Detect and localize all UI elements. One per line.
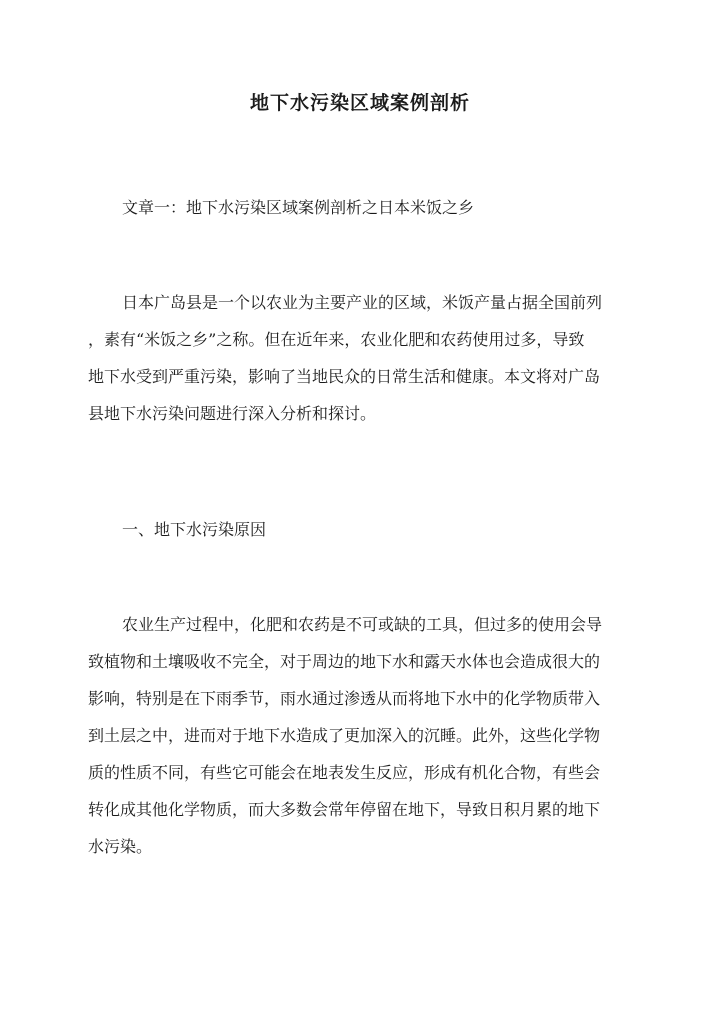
article-heading: 文章一：地下水污染区域案例剖析之日本米饭之乡 [122,198,475,217]
cause-line: 农业生产过程中，化肥和农药是不可或缺的工具，但过多的使用会导 [122,615,603,634]
intro-line: ，素有“米饭之乡”之称。但在近年来，农业化肥和农药使用过多，导致 [88,330,585,349]
cause-paragraph [88,606,633,865]
document-title: 地下水污染区域案例剖析 [249,92,470,114]
intro-line: 县地下水污染问题进行深入分析和探讨。 [88,404,377,423]
cause-line: 致植物和土壤吸收不完全，对于周边的地下水和露天水体也会造成很大的 [88,652,601,671]
cause-line: 转化成其他化学物质，而大多数会常年停留在地下，导致日积月累的地下 [88,800,601,819]
intro-paragraph [88,284,633,432]
cause-line: 影响，特别是在下雨季节，雨水通过渗透从而将地下水中的化学物质带入 [88,689,601,708]
cause-line: 水污染。 [88,837,153,856]
section-heading: 一、地下水污染原因 [122,520,267,539]
intro-line: 日本广岛县是一个以农业为主要产业的区域，米饭产量占据全国前列 [122,293,603,312]
cause-line: 质的性质不同，有些它可能会在地表发生反应，形成有机化合物，有些会 [88,763,601,782]
cause-line: 到土层之中，进而对于地下水造成了更加深入的沉睡。此外，这些化学物 [88,726,601,745]
intro-line: 地下水受到严重污染，影响了当地民众的日常生活和健康。本文将对广岛 [88,367,601,386]
